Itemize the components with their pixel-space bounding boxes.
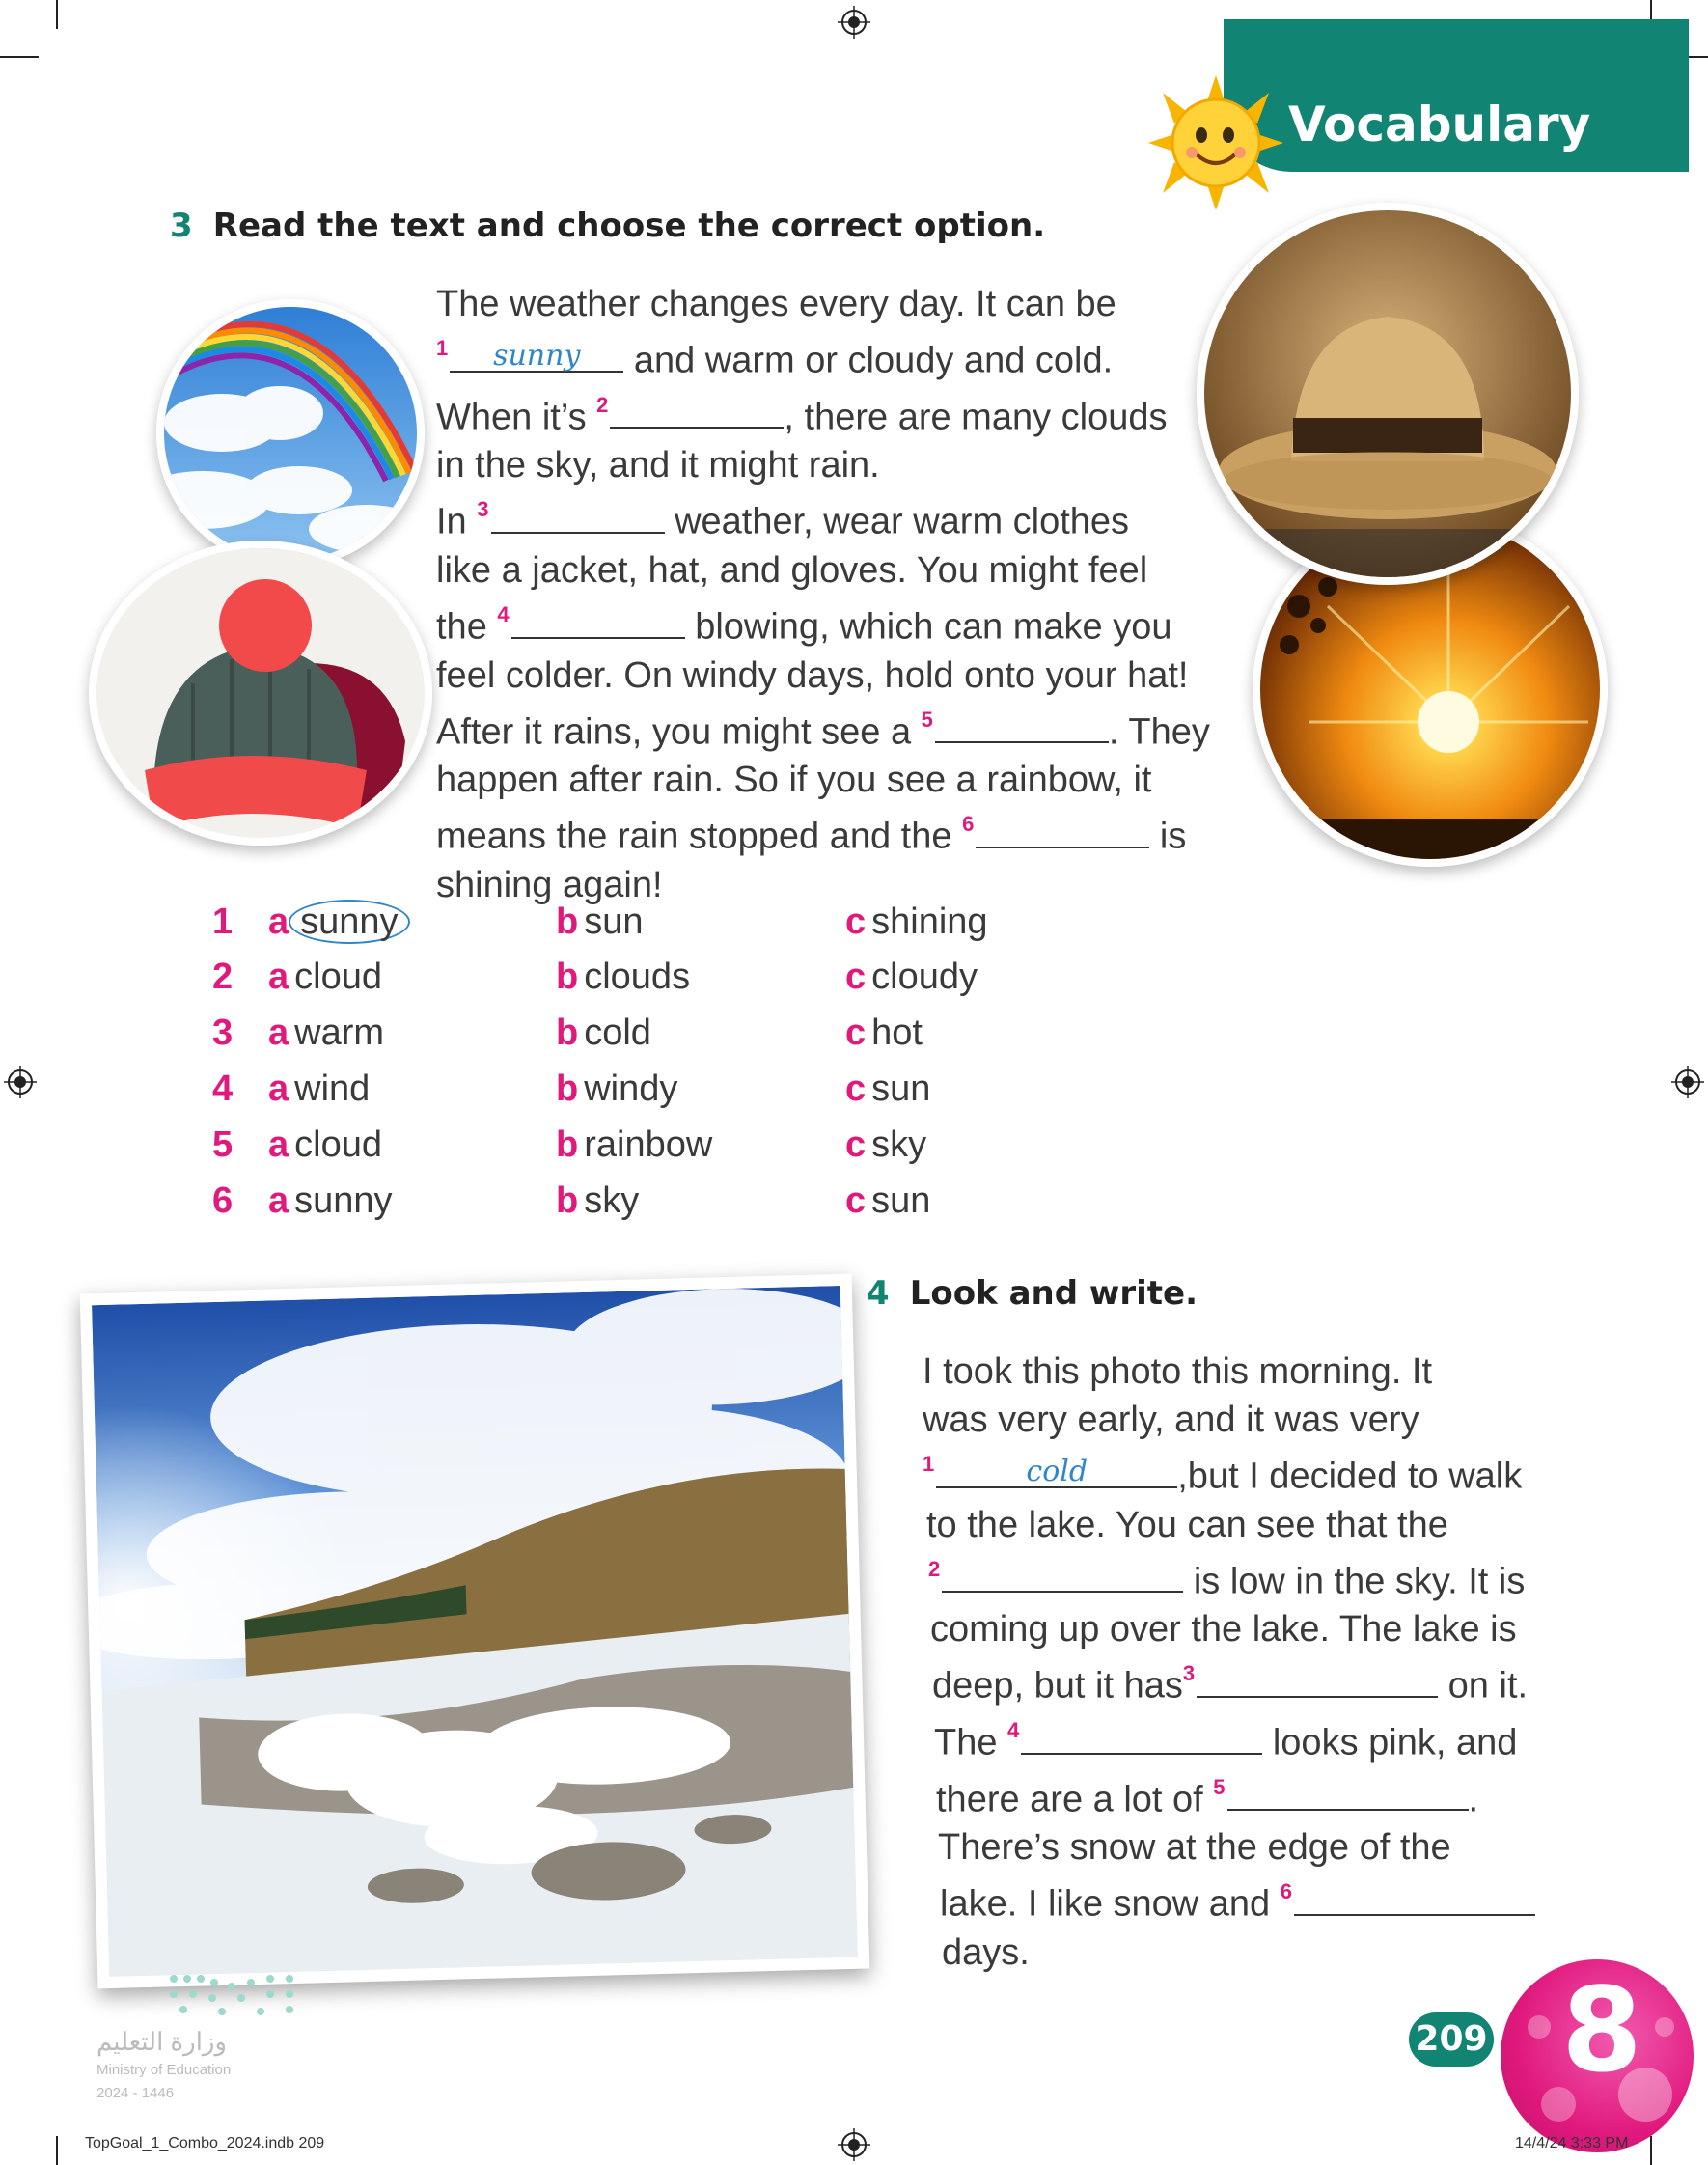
option-b[interactable] — [556, 1124, 712, 1166]
snowy-lake-image — [92, 1286, 858, 1977]
wool-hat-image — [96, 548, 425, 838]
option-letter: b — [556, 957, 579, 997]
ministry-year: 2024 - 1446 — [96, 2085, 175, 2101]
text-line — [923, 1549, 1598, 1606]
option-a[interactable] — [268, 1180, 393, 1222]
option-text: clouds — [584, 957, 691, 997]
option-text: cold — [584, 1013, 651, 1053]
answer-blank-6[interactable] — [976, 810, 1149, 848]
option-b[interactable] — [556, 902, 644, 943]
print-timestamp: 14/4/24 3:33 PM — [1515, 2135, 1629, 2151]
text-segment: looks pink, and — [1272, 1722, 1518, 1763]
text-segment: there are a lot of — [936, 1779, 1203, 1820]
text-segment: , there are many clouds — [784, 397, 1168, 438]
exercise-4-heading — [867, 1274, 1198, 1313]
handwritten-answer: cold — [1026, 1454, 1088, 1488]
answer-blank-5[interactable] — [935, 705, 1109, 743]
text-line — [923, 1872, 1598, 1929]
option-text: cloudy — [871, 957, 978, 997]
registration-mark-icon — [4, 1066, 37, 1098]
registration-mark-icon — [1671, 1066, 1704, 1098]
text-segment: blowing, which can make you — [695, 606, 1172, 648]
text-line: coming up over the lake. The lake is — [930, 1609, 1517, 1651]
crop-mark — [56, 0, 58, 29]
option-c[interactable] — [845, 1069, 930, 1110]
option-text: sun — [584, 902, 644, 942]
option-letter: c — [845, 902, 867, 942]
option-letter: a — [268, 1180, 289, 1221]
option-text: cloud — [294, 957, 382, 997]
text-segment: on it. — [1447, 1665, 1529, 1707]
option-row — [212, 902, 1081, 950]
text-line — [923, 1767, 1598, 1824]
option-letter: c — [845, 957, 867, 997]
text-line — [436, 328, 1227, 385]
text-line — [436, 700, 1227, 757]
option-a[interactable] — [268, 957, 382, 998]
answer-blank-6[interactable] — [1294, 1877, 1535, 1916]
option-number: 2 — [212, 957, 234, 997]
blank-number: 2 — [596, 392, 609, 417]
exercise-4-text — [923, 1347, 1598, 1977]
option-row — [212, 1069, 1081, 1117]
blank-number: 6 — [962, 812, 975, 837]
rainbow-photo — [156, 299, 425, 568]
text-segment: and warm or cloudy and cold. — [633, 340, 1114, 381]
option-number: 3 — [212, 1013, 234, 1053]
text-line — [923, 1710, 1598, 1767]
option-c[interactable] — [845, 902, 988, 943]
text-segment: . They — [1108, 711, 1210, 753]
blank-number: 5 — [921, 707, 933, 732]
text-segment: weather, wear warm clothes — [675, 501, 1130, 542]
option-text: cloud — [294, 1124, 382, 1165]
text-segment: is low in the sky. It is — [1193, 1561, 1526, 1602]
option-letter: c — [845, 1180, 867, 1221]
answer-blank-4[interactable] — [511, 600, 685, 639]
wool-hat-photo — [89, 541, 432, 846]
straw-hat-photo — [1197, 203, 1579, 585]
option-row — [212, 1180, 1081, 1229]
text-line — [436, 385, 1227, 442]
option-row — [212, 1013, 1081, 1061]
file-info: TopGoal_1_Combo_2024.indb 209 — [85, 2135, 325, 2151]
option-text: hot — [871, 1013, 923, 1053]
option-c[interactable] — [845, 957, 978, 998]
option-c[interactable] — [845, 1013, 923, 1054]
blank-number: 5 — [1213, 1774, 1226, 1799]
option-letter: b — [556, 1069, 579, 1109]
option-letter: b — [556, 902, 579, 942]
answer-blank-2[interactable] — [610, 390, 784, 429]
option-b[interactable] — [556, 1013, 651, 1054]
option-number: 5 — [212, 1124, 234, 1165]
ministry-logo-icon — [164, 1969, 318, 2027]
option-text: sky — [871, 1124, 927, 1165]
option-letter: b — [556, 1013, 579, 1053]
text-line: I took this photo this morning. It — [923, 1351, 1433, 1392]
option-letter: a — [268, 1124, 289, 1165]
text-line: was very early, and it was very — [923, 1400, 1419, 1440]
blank-number: 1 — [923, 1452, 935, 1476]
option-letter: b — [556, 1124, 579, 1165]
answer-blank-3[interactable] — [1197, 1659, 1438, 1698]
option-row — [212, 957, 1081, 1005]
text-line — [923, 1653, 1598, 1710]
text-line: feel colder. On windy days, hold onto your hat! — [436, 654, 1189, 696]
option-a[interactable] — [268, 1013, 384, 1054]
answer-blank-4[interactable] — [1021, 1716, 1262, 1755]
crop-mark — [56, 2136, 58, 2165]
text-line — [923, 1444, 1598, 1501]
option-letter: a — [268, 902, 289, 942]
lake-photo — [80, 1274, 870, 1989]
option-number: 1 — [212, 902, 234, 942]
text-line — [436, 804, 1227, 861]
text-segment: the — [436, 606, 487, 648]
option-text: sun — [871, 1069, 931, 1109]
text-line: There’s snow at the edge of the — [938, 1827, 1451, 1869]
rainbow-sky-image — [164, 307, 417, 560]
blank-number: 2 — [928, 1556, 941, 1581]
ministry-arabic: وزارة التعليم — [96, 2027, 228, 2056]
option-b[interactable] — [556, 957, 690, 998]
text-line: happen after rain. So if you see a rainbow, it — [436, 760, 1152, 801]
text-line — [436, 489, 1227, 546]
section-title: Vocabulary — [1288, 97, 1591, 153]
text-segment: In — [436, 501, 467, 542]
option-text: shining — [871, 902, 988, 942]
circled-answer: sunny — [289, 900, 409, 944]
registration-mark-icon — [838, 2128, 870, 2161]
option-letter: c — [845, 1069, 867, 1109]
option-b[interactable] — [556, 1180, 639, 1222]
option-letter: a — [268, 957, 289, 997]
unit-number: 8 — [1561, 1964, 1642, 2098]
text-segment: is — [1159, 816, 1187, 857]
text-segment: ,but I decided to walk — [1177, 1456, 1523, 1497]
option-text: wind — [294, 1069, 371, 1109]
text-segment: . — [1468, 1779, 1479, 1820]
option-letter: c — [845, 1124, 867, 1165]
exercise-3-text — [436, 280, 1227, 909]
exercise-instruction: Look and write. — [909, 1274, 1198, 1313]
blank-number: 4 — [497, 601, 510, 626]
text-line — [436, 595, 1227, 652]
text-segment: lake. I like snow and — [940, 1883, 1271, 1925]
text-line: in the sky, and it might rain. — [436, 445, 880, 486]
exercise-number: 4 — [867, 1274, 890, 1313]
text-line: to the lake. You can see that the — [926, 1504, 1448, 1545]
option-c[interactable] — [845, 1180, 930, 1222]
sun-mascot-icon — [1143, 75, 1288, 210]
straw-hat-image — [1204, 210, 1571, 577]
text-segment: The — [934, 1722, 998, 1763]
blank-number: 6 — [1280, 1879, 1292, 1904]
ministry-english: Ministry of Education — [96, 2062, 232, 2078]
blank-number: 3 — [1182, 1661, 1196, 1686]
option-letter: a — [268, 1069, 289, 1109]
crop-mark — [0, 56, 39, 58]
option-number: 6 — [212, 1180, 234, 1221]
text-segment: means the rain stopped and the — [436, 816, 952, 857]
option-text: sunny — [294, 1180, 393, 1221]
text-segment: deep, but it has — [932, 1665, 1183, 1707]
answer-blank-5[interactable] — [1227, 1772, 1469, 1811]
option-a[interactable] — [268, 902, 410, 943]
exercise-3-heading — [170, 207, 1045, 245]
text-line: shining again! — [436, 864, 663, 905]
option-c[interactable] — [845, 1124, 926, 1166]
option-text: warm — [294, 1013, 385, 1053]
text-segment: After it rains, you might see a — [436, 711, 912, 753]
option-text: rainbow — [584, 1124, 713, 1165]
answer-blank-1[interactable] — [450, 334, 623, 373]
option-number: 4 — [212, 1069, 234, 1109]
option-letter: b — [556, 1180, 579, 1221]
option-a[interactable] — [268, 1124, 382, 1166]
option-letter: a — [268, 1013, 289, 1053]
handwritten-answer: sunny — [493, 338, 581, 373]
option-text: sky — [584, 1180, 640, 1221]
exercise-number: 3 — [170, 207, 193, 245]
text-line: like a jacket, hat, and gloves. You might feel — [436, 549, 1148, 591]
option-row — [212, 1124, 1081, 1173]
answer-blank-2[interactable] — [942, 1554, 1183, 1593]
page-number: 209 — [1409, 2012, 1494, 2067]
option-letter: c — [845, 1013, 867, 1053]
option-text: windy — [584, 1069, 678, 1109]
blank-number: 1 — [436, 336, 449, 360]
option-b[interactable] — [556, 1069, 677, 1110]
registration-mark-icon — [838, 6, 870, 39]
blank-number: 4 — [1007, 1717, 1020, 1742]
blank-number: 3 — [477, 497, 489, 522]
text-segment: When it’s — [436, 397, 587, 438]
answer-blank-3[interactable] — [491, 495, 665, 534]
exercise-instruction: Read the text and choose the correct option. — [212, 207, 1046, 245]
option-a[interactable] — [268, 1069, 370, 1110]
text-line: days. — [942, 1931, 1030, 1973]
answer-blank-1[interactable] — [936, 1450, 1177, 1488]
text-line: The weather changes every day. It can be — [436, 284, 1116, 324]
option-text: sun — [871, 1180, 931, 1221]
